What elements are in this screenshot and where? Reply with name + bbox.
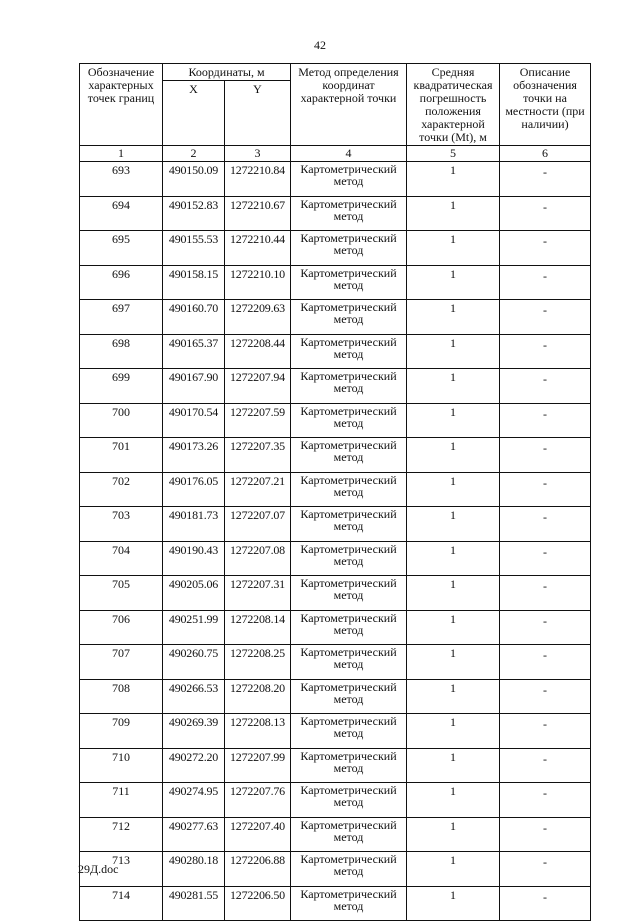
cell-description: -: [500, 610, 591, 645]
cell-description: -: [500, 886, 591, 921]
cell-x: 490274.95: [163, 783, 225, 818]
cell-y: 1272207.08: [225, 541, 291, 576]
cell-description: -: [500, 679, 591, 714]
cell-point: 705: [80, 576, 163, 611]
cell-error: 1: [407, 576, 500, 611]
cell-y: 1272206.88: [225, 852, 291, 887]
cell-x: 490277.63: [163, 817, 225, 852]
cell-method: Картометрический метод: [291, 852, 407, 887]
table-row: [80, 576, 591, 611]
table-row: [80, 748, 591, 783]
table-row: [80, 507, 591, 542]
table-row: [80, 438, 591, 473]
cell-method: Картометрический метод: [291, 886, 407, 921]
table-row: [80, 610, 591, 645]
cell-method: Картометрический метод: [291, 576, 407, 611]
cell-method: Картометрический метод: [291, 645, 407, 680]
cell-method: Картометрический метод: [291, 610, 407, 645]
header-error: Средняя квадратическая погрешность положения характерной точки (Mt), м: [407, 64, 500, 146]
cell-error: 1: [407, 472, 500, 507]
table-row: [80, 231, 591, 266]
table-row: [80, 886, 591, 921]
table-row: [80, 403, 591, 438]
cell-description: -: [500, 196, 591, 231]
cell-x: 490251.99: [163, 610, 225, 645]
cell-point: 711: [80, 783, 163, 818]
cell-description: -: [500, 783, 591, 818]
cell-x: 490152.83: [163, 196, 225, 231]
cell-y: 1272210.67: [225, 196, 291, 231]
cell-description: -: [500, 645, 591, 680]
header-point: Обозначение характерных точек границ: [80, 64, 163, 146]
cell-method: Картометрический метод: [291, 679, 407, 714]
cell-y: 1272209.63: [225, 300, 291, 335]
cell-y: 1272208.25: [225, 645, 291, 680]
table-row: [80, 541, 591, 576]
cell-error: 1: [407, 438, 500, 473]
cell-error: 1: [407, 886, 500, 921]
cell-point: 703: [80, 507, 163, 542]
cell-y: 1272210.10: [225, 265, 291, 300]
cell-method: Картометрический метод: [291, 507, 407, 542]
cell-x: 490205.06: [163, 576, 225, 611]
cell-x: 490269.39: [163, 714, 225, 749]
cell-point: 706: [80, 610, 163, 645]
header-y: Y: [225, 81, 291, 146]
cell-y: 1272207.21: [225, 472, 291, 507]
table-row: [80, 852, 591, 887]
cell-method: Картометрический метод: [291, 541, 407, 576]
table-row: [80, 817, 591, 852]
column-number: 6: [500, 146, 591, 162]
cell-error: 1: [407, 334, 500, 369]
cell-x: 490272.20: [163, 748, 225, 783]
cell-error: 1: [407, 783, 500, 818]
cell-error: 1: [407, 817, 500, 852]
header-coordinates: Координаты, м: [163, 64, 291, 81]
cell-error: 1: [407, 369, 500, 404]
cell-error: 1: [407, 300, 500, 335]
coordinates-table: [79, 63, 591, 921]
cell-method: Картометрический метод: [291, 231, 407, 266]
cell-point: 694: [80, 196, 163, 231]
cell-x: 490190.43: [163, 541, 225, 576]
cell-x: 490160.70: [163, 300, 225, 335]
table-row: [80, 265, 591, 300]
cell-point: 693: [80, 162, 163, 197]
cell-description: -: [500, 369, 591, 404]
cell-y: 1272207.31: [225, 576, 291, 611]
cell-x: 490280.18: [163, 852, 225, 887]
cell-point: 699: [80, 369, 163, 404]
cell-point: 704: [80, 541, 163, 576]
header-method: Метод определения координат характерной точки: [291, 64, 407, 146]
cell-y: 1272208.13: [225, 714, 291, 749]
cell-y: 1272208.20: [225, 679, 291, 714]
cell-method: Картометрический метод: [291, 817, 407, 852]
cell-y: 1272206.50: [225, 886, 291, 921]
cell-method: Картометрический метод: [291, 438, 407, 473]
cell-description: -: [500, 472, 591, 507]
cell-y: 1272207.59: [225, 403, 291, 438]
table-row: [80, 679, 591, 714]
cell-description: -: [500, 231, 591, 266]
table-row: [80, 645, 591, 680]
cell-y: 1272207.99: [225, 748, 291, 783]
cell-point: 707: [80, 645, 163, 680]
cell-y: 1272207.76: [225, 783, 291, 818]
cell-method: Картометрический метод: [291, 369, 407, 404]
table-body: [80, 162, 591, 921]
cell-error: 1: [407, 403, 500, 438]
cell-x: 490165.37: [163, 334, 225, 369]
cell-description: -: [500, 541, 591, 576]
cell-method: Картометрический метод: [291, 472, 407, 507]
cell-method: Картометрический метод: [291, 196, 407, 231]
cell-x: 490173.26: [163, 438, 225, 473]
header-description: Описание обозначения точки на местности (при наличии): [500, 64, 591, 146]
page-number: 42: [314, 38, 326, 52]
cell-y: 1272210.84: [225, 162, 291, 197]
column-number: 4: [291, 146, 407, 162]
cell-method: Картометрический метод: [291, 334, 407, 369]
cell-point: 696: [80, 265, 163, 300]
cell-point: 698: [80, 334, 163, 369]
cell-method: Картометрический метод: [291, 748, 407, 783]
cell-y: 1272208.44: [225, 334, 291, 369]
cell-point: 713: [80, 852, 163, 887]
cell-y: 1272207.35: [225, 438, 291, 473]
cell-method: Картометрический метод: [291, 783, 407, 818]
cell-method: Картометрический метод: [291, 265, 407, 300]
column-number: 3: [225, 146, 291, 162]
cell-description: -: [500, 576, 591, 611]
cell-point: 701: [80, 438, 163, 473]
cell-method: Картометрический метод: [291, 300, 407, 335]
cell-error: 1: [407, 748, 500, 783]
column-number-row: [80, 146, 591, 162]
table-row: [80, 196, 591, 231]
cell-description: -: [500, 714, 591, 749]
cell-point: 700: [80, 403, 163, 438]
cell-x: 490155.53: [163, 231, 225, 266]
column-number: 1: [80, 146, 163, 162]
table-row: [80, 369, 591, 404]
cell-error: 1: [407, 231, 500, 266]
cell-y: 1272207.07: [225, 507, 291, 542]
cell-point: 712: [80, 817, 163, 852]
cell-point: 697: [80, 300, 163, 335]
cell-error: 1: [407, 852, 500, 887]
cell-error: 1: [407, 265, 500, 300]
cell-point: 695: [80, 231, 163, 266]
cell-method: Картометрический метод: [291, 714, 407, 749]
cell-point: 708: [80, 679, 163, 714]
cell-description: -: [500, 817, 591, 852]
cell-method: Картометрический метод: [291, 162, 407, 197]
cell-point: 710: [80, 748, 163, 783]
cell-error: 1: [407, 507, 500, 542]
table-row: [80, 334, 591, 369]
table-row: [80, 300, 591, 335]
cell-description: -: [500, 748, 591, 783]
cell-x: 490167.90: [163, 369, 225, 404]
cell-error: 1: [407, 714, 500, 749]
cell-description: -: [500, 852, 591, 887]
cell-point: 709: [80, 714, 163, 749]
cell-error: 1: [407, 541, 500, 576]
cell-point: 702: [80, 472, 163, 507]
cell-point: 714: [80, 886, 163, 921]
column-number: 2: [163, 146, 225, 162]
table-row: [80, 472, 591, 507]
cell-error: 1: [407, 196, 500, 231]
cell-method: Картометрический метод: [291, 403, 407, 438]
cell-description: -: [500, 162, 591, 197]
table-row: [80, 783, 591, 818]
cell-x: 490281.55: [163, 886, 225, 921]
cell-error: 1: [407, 679, 500, 714]
cell-y: 1272207.94: [225, 369, 291, 404]
cell-description: -: [500, 507, 591, 542]
cell-x: 490150.09: [163, 162, 225, 197]
cell-error: 1: [407, 162, 500, 197]
cell-x: 490260.75: [163, 645, 225, 680]
table-row: [80, 162, 591, 197]
cell-description: -: [500, 300, 591, 335]
cell-error: 1: [407, 610, 500, 645]
cell-description: -: [500, 334, 591, 369]
cell-y: 1272207.40: [225, 817, 291, 852]
table-row: [80, 714, 591, 749]
cell-description: -: [500, 403, 591, 438]
column-number: 5: [407, 146, 500, 162]
cell-description: -: [500, 265, 591, 300]
cell-error: 1: [407, 645, 500, 680]
cell-description: -: [500, 438, 591, 473]
cell-y: 1272210.44: [225, 231, 291, 266]
cell-x: 490266.53: [163, 679, 225, 714]
cell-x: 490170.54: [163, 403, 225, 438]
header-x: X: [163, 81, 225, 146]
cell-y: 1272208.14: [225, 610, 291, 645]
cell-x: 490158.15: [163, 265, 225, 300]
cell-x: 490176.05: [163, 472, 225, 507]
footer-filename: 29Д.doc: [78, 862, 119, 876]
cell-x: 490181.73: [163, 507, 225, 542]
